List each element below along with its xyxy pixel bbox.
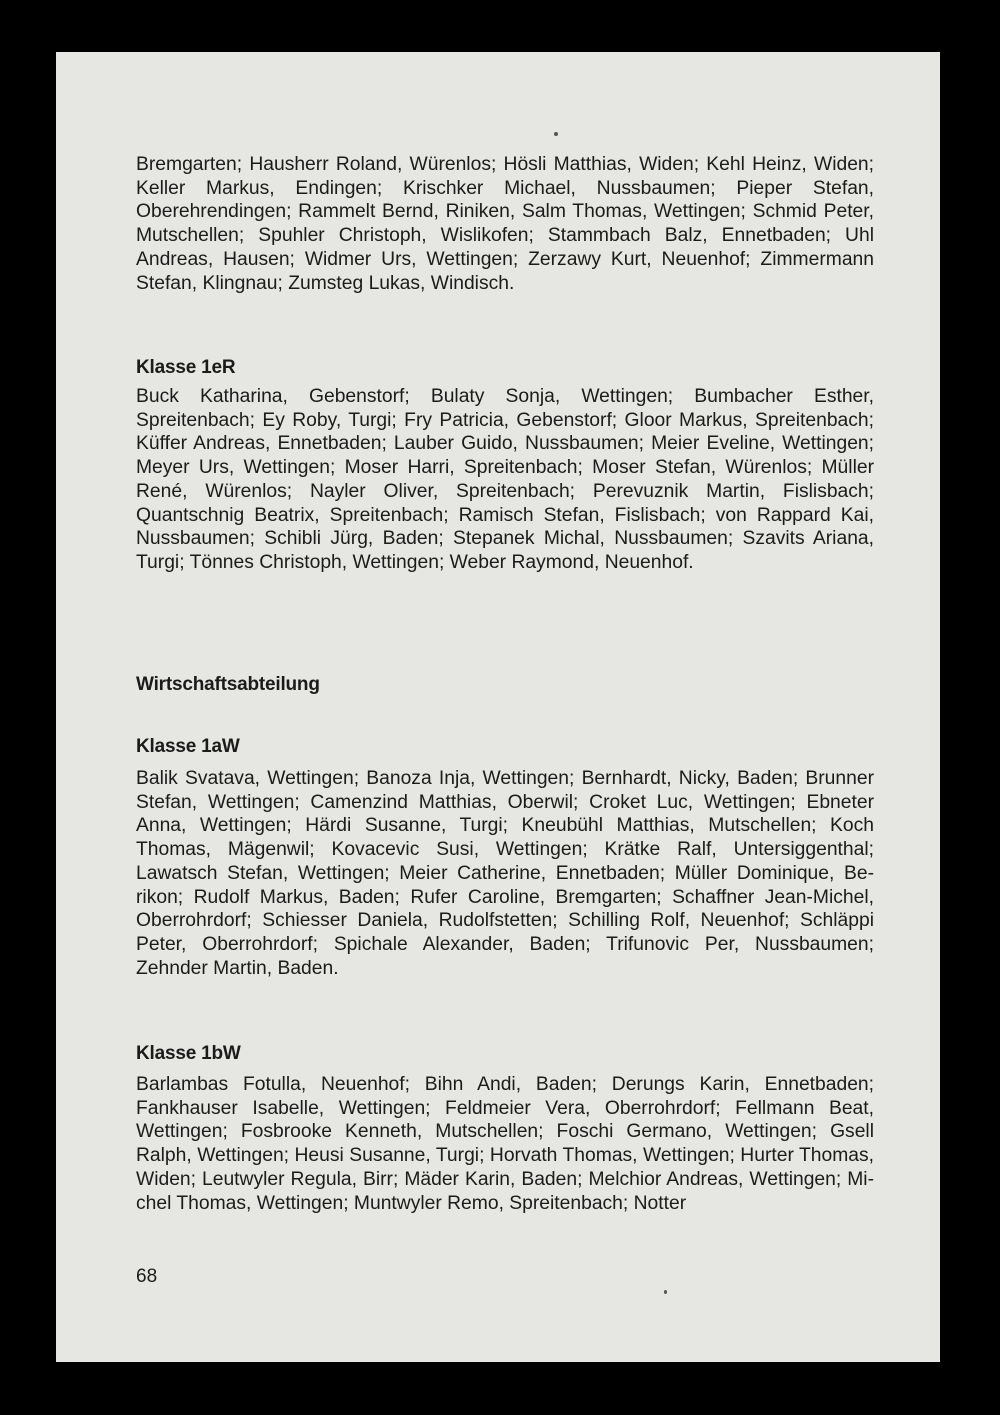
class-1eR-list-block <box>136 385 874 575</box>
scan-speck <box>554 132 558 136</box>
heading-wirtschaftsabteilung: Wirtschaftsabteilung <box>136 674 320 695</box>
document-page <box>56 52 940 1362</box>
paragraph-klasse-1eR-list: Buck Katharina, Gebenstorf; Bulaty Sonja, Wettingen; Bumbacher Esther, Spreitenbach; Ey Roby, Turgi; Fry Patricia, Gebenstorf; Gloor Markus, Spreitenbach; Küffer Andreas, Ennetbaden; Lauber Guido, Nussbaumen; Meier Eveline, Wettingen; Meyer Urs, Wettingen; Moser Harri, Spreitenbach; Moser Stefan, Würenlos; Müller René, Würenlos; Nayler Oliver, Spreitenbach; Perevuznik Martin, Fislisbach; Quantschnig Beatrix, Spreitenbach; Ramisch Stefan, Fislisbach; von Rappard Kai, Nussbaumen; Schibli Jürg, Baden; Stepanek Michal, Nussbaumen; Szavits Ariana, Turgi; Tönnes Christoph, Wettingen; Weber Raymond, Neuenhof. <box>136 386 874 573</box>
paragraph-continued-list: Bremgarten; Hausherr Roland, Würenlos; Hösli Matthias, Widen; Kehl Heinz, Widen; Keller Markus, Endingen; Krischker Michael, Nussbaumen; Pieper Stefan, Oberehrendingen; Rammelt Bernd, Riniken, Salm Thomas, Wettingen; Schmid Peter, Mutschellen; Spuhler Christoph, Wislikofen; Stammbach Balz, Ennetbaden; Uhl Andreas, Hausen; Widmer Urs, Wettingen; Zerzawy Kurt, Neuenhof; Zimmermann Stefan, Klingnau; Zumsteg Lukas, Windisch. <box>136 154 874 294</box>
scan-speck <box>664 1290 667 1294</box>
heading-klasse-1bW: Klasse 1bW <box>136 1043 241 1064</box>
paragraph-klasse-1bW-list: Barlambas Fotulla, Neuenhof; Bihn Andi, Baden; Derungs Karin, Ennetbaden; Fankhauser Isabelle, Wettingen; Feldmeier Vera, Oberrohrdorf; Fellmann Beat, Wettingen; Fosbrooke Kenneth, Mutschellen; Foschi Germano, Wettingen; Gsell Ralph, Wettingen; Heusi Susanne, Turgi; Horvath Thomas, Wettingen; Hurter Thomas, Widen; Leutwyler Regula, Birr; Mäder Karin, Baden; Melchior Andreas, Wettingen; Michel Thomas, Wettingen; Muntwyler Remo, Spreitenbach; Notter <box>136 1074 874 1214</box>
class-1eR-section <box>136 356 874 380</box>
class-1bW-section <box>136 1042 874 1066</box>
list-continuation-block <box>136 153 874 295</box>
page-number: 68 <box>136 1266 158 1287</box>
paragraph-klasse-1aW-list: Balik Svatava, Wettingen; Banoza Inja, Wettingen; Bernhardt, Nicky, Baden; Brunner Stefan, Wettingen; Camenzind Matthias, Oberwil; Croket Luc, Wettingen; Ebneter Anna, Wettingen; Härdi Susanne, Turgi; Kneubühl Matthias, Mutschellen; Koch Thomas, Mägenwil; Kovacevic Susi, Wettingen; Krätke Ralf, Untersiggenthal; Lawatsch Stefan, Wettingen; Meier Catherine, Ennetbaden; Müller Dominique, Berikon; Rudolf Markus, Baden; Rufer Caroline, Bremgarten; Schaffner Jean-Michel, Oberrohrdorf; Schiesser Daniela, Rudolfstetten; Schilling Rolf, Neuenhof; Schläppi Peter, Oberrohrdorf; Spichale Alexander, Baden; Trifunovic Per, Nussbaumen; Zehnder Martin, Baden. <box>136 768 874 979</box>
section-heading-block <box>136 673 874 697</box>
heading-klasse-1aW: Klasse 1aW <box>136 736 240 757</box>
class-1bW-list-block <box>136 1073 874 1215</box>
class-1aW-section <box>136 735 874 759</box>
class-1aW-list-block <box>136 767 874 980</box>
heading-klasse-1eR: Klasse 1eR <box>136 357 236 378</box>
